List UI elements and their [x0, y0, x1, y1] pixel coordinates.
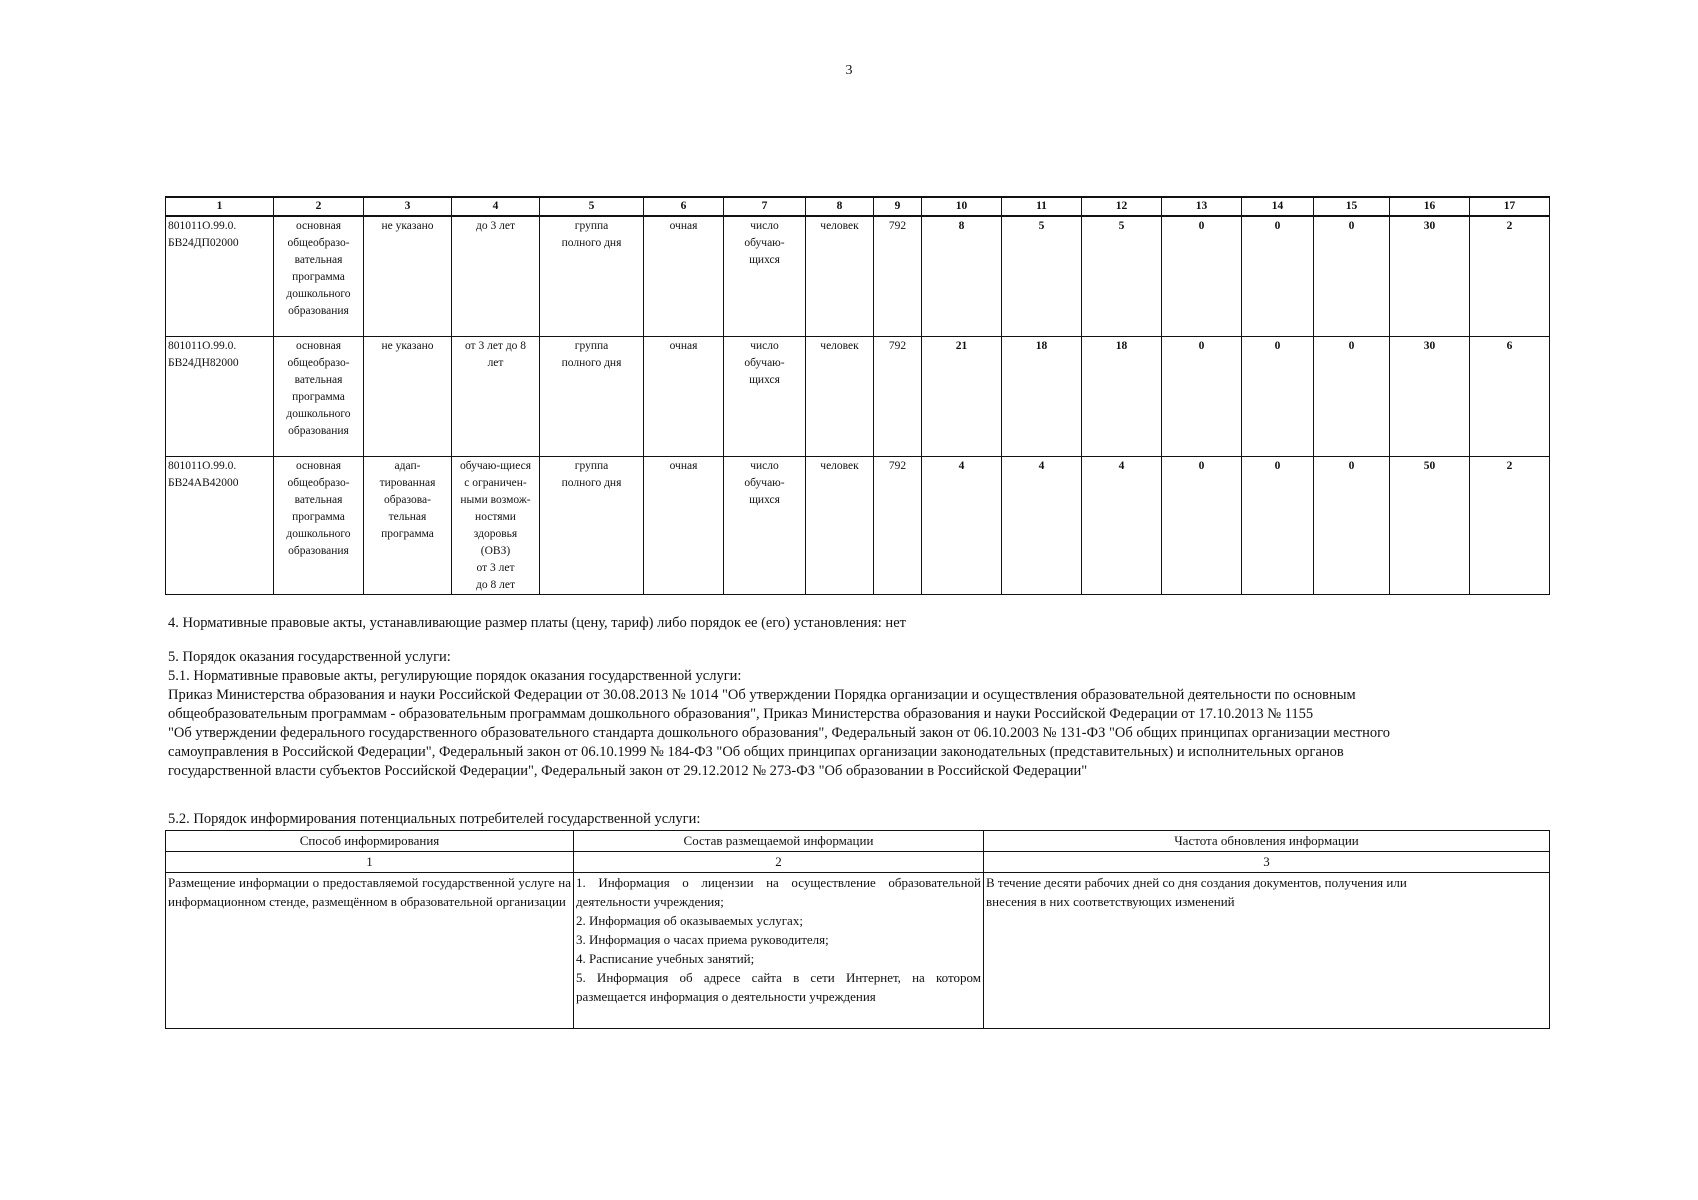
registry-code: 801011О.99.0. БВ24ДН82000	[166, 337, 274, 457]
okei-code: 792	[874, 216, 922, 337]
fee-year-3: 0	[1314, 337, 1390, 457]
student-category: от 3 лет до 8 лет	[452, 337, 540, 457]
indicator-name: число обучаю- щихся	[724, 216, 806, 337]
program-kind: адап- тированная образова- тельная программа	[364, 457, 452, 595]
legal-acts-line: общеобразовательным программам - образовательным программам дошкольного образования", Приказ Министерства образования и науки Российской Федерации от 17.10.2013 № 1155	[168, 706, 1314, 722]
legal-acts-line: самоуправления в Российской Федерации", Федеральный закон от 06.10.1999 № 184-ФЗ "Об общих принципах организации законодательных (представительных) и исполнительных органов	[168, 744, 1344, 760]
fee-year-3: 0	[1314, 216, 1390, 337]
program-content: основная общеобразо- вательная программа дошкольного образования	[274, 216, 364, 337]
section-5-1-title: 5.1. Нормативные правовые акты, регулирующие порядок оказания государственной услуги:	[168, 668, 742, 684]
stay-mode: группа полного дня	[540, 216, 644, 337]
value-year-3: 18	[1082, 337, 1162, 457]
okei-code: 792	[874, 457, 922, 595]
fee-year-2: 0	[1242, 337, 1314, 457]
program-kind: не указано	[364, 337, 452, 457]
stay-mode: группа полного дня	[540, 337, 644, 457]
column-index: 9	[874, 197, 922, 216]
legal-acts-line: государственной власти субъектов Российской Федерации", Федеральный закон от 29.12.2012 № 273-ФЗ "Об образовании в Российской Федерации"	[168, 763, 1088, 779]
composition-item: 4. Расписание учебных занятий;	[576, 951, 755, 966]
column-index: 7	[724, 197, 806, 216]
informing-method: Размещение информации о предоставляемой государственной услуге на информационном стенде, размещённом в образовательной организации	[166, 873, 574, 1029]
registry-code: 801011О.99.0. БВ24АВ42000	[166, 457, 274, 595]
study-form: очная	[644, 457, 724, 595]
informing-header-frequency: Частота обновления информации	[984, 831, 1550, 852]
study-form: очная	[644, 337, 724, 457]
section-5-title: 5. Порядок оказания государственной услуги:	[168, 649, 451, 665]
okei-code: 792	[874, 337, 922, 457]
composition-item: 2. Информация об оказываемых услугах;	[576, 913, 803, 928]
column-index: 11	[1002, 197, 1082, 216]
informing-index: 2	[574, 852, 984, 873]
column-index: 17	[1470, 197, 1550, 216]
column-index: 13	[1162, 197, 1242, 216]
legal-acts-line: Приказ Министерства образования и науки Российской Федерации от 30.08.2013 № 1014 "Об утверждении Порядка организации и осуществления образовательной деятельности по основным	[168, 687, 1356, 703]
informing-index: 3	[984, 852, 1550, 873]
service-volume-table	[165, 196, 1550, 595]
student-category: обучаю-щиеся с ограничен- ными возмож- ностями здоровья (ОВЗ) от 3 лет до 8 лет	[452, 457, 540, 595]
deviation-percent: 50	[1390, 457, 1470, 595]
informing-header-composition: Состав размещаемой информации	[574, 831, 984, 852]
composition-item: 5. Информация об адресе сайта в сети Интернет, на котором размещается информация о деятельности учреждения	[576, 970, 981, 1004]
fee-year-2: 0	[1242, 457, 1314, 595]
unit-name: человек	[806, 216, 874, 337]
value-year-3: 4	[1082, 457, 1162, 595]
value-year-2: 18	[1002, 337, 1082, 457]
unit-name: человек	[806, 337, 874, 457]
indicator-name: число обучаю- щихся	[724, 337, 806, 457]
table-row	[166, 457, 1550, 595]
column-index: 1	[166, 197, 274, 216]
deviation-absolute: 2	[1470, 457, 1550, 595]
program-content: основная общеобразо- вательная программа дошкольного образования	[274, 457, 364, 595]
value-year-2: 4	[1002, 457, 1082, 595]
informing-header-method: Способ информирования	[166, 831, 574, 852]
deviation-percent: 30	[1390, 216, 1470, 337]
value-year-2: 5	[1002, 216, 1082, 337]
section-4-fee-acts: 4. Нормативные правовые акты, устанавливающие размер платы (цену, тариф) либо порядок ее (его) установления: нет	[168, 615, 906, 631]
value-year-1: 21	[922, 337, 1002, 457]
column-index-row	[166, 197, 1550, 216]
fee-year-1: 0	[1162, 337, 1242, 457]
composition-item: 3. Информация о часах приема руководителя;	[576, 932, 829, 947]
stay-mode: группа полного дня	[540, 457, 644, 595]
deviation-percent: 30	[1390, 337, 1470, 457]
informing-frequency: В течение десяти рабочих дней со дня создания документов, получения или внесения в них соответствующих изменений	[984, 873, 1550, 1029]
column-index: 8	[806, 197, 874, 216]
deviation-absolute: 2	[1470, 216, 1550, 337]
fee-year-3: 0	[1314, 457, 1390, 595]
fee-year-1: 0	[1162, 457, 1242, 595]
column-index: 2	[274, 197, 364, 216]
legal-acts-line: "Об утверждении федерального государственного образовательного стандарта дошкольного образования", Федеральный закон от 06.10.2003 № 131-ФЗ "Об общих принципах организации местного	[168, 725, 1390, 741]
fee-year-2: 0	[1242, 216, 1314, 337]
program-kind: не указано	[364, 216, 452, 337]
study-form: очная	[644, 216, 724, 337]
section-5-2-title: 5.2. Порядок информирования потенциальных потребителей государственной услуги:	[168, 811, 701, 827]
unit-name: человек	[806, 457, 874, 595]
informing-table	[165, 830, 1550, 1029]
table-row	[166, 337, 1550, 457]
value-year-3: 5	[1082, 216, 1162, 337]
composition-item: 1. Информация о лицензии на осуществление образовательной деятельности учреждения;	[576, 875, 981, 909]
column-index: 10	[922, 197, 1002, 216]
value-year-1: 8	[922, 216, 1002, 337]
column-index: 12	[1082, 197, 1162, 216]
fee-year-1: 0	[1162, 216, 1242, 337]
informing-composition	[574, 873, 984, 1029]
page-number: 3	[845, 63, 853, 78]
table-row	[166, 216, 1550, 337]
column-index: 6	[644, 197, 724, 216]
column-index: 3	[364, 197, 452, 216]
deviation-absolute: 6	[1470, 337, 1550, 457]
section-5-procedure	[168, 648, 1548, 781]
indicator-name: число обучаю- щихся	[724, 457, 806, 595]
registry-code: 801011О.99.0. БВ24ДП02000	[166, 216, 274, 337]
program-content: основная общеобразо- вательная программа дошкольного образования	[274, 337, 364, 457]
column-index: 16	[1390, 197, 1470, 216]
value-year-1: 4	[922, 457, 1002, 595]
informing-index: 1	[166, 852, 574, 873]
column-index: 15	[1314, 197, 1390, 216]
column-index: 4	[452, 197, 540, 216]
column-index: 5	[540, 197, 644, 216]
student-category: до 3 лет	[452, 216, 540, 337]
column-index: 14	[1242, 197, 1314, 216]
